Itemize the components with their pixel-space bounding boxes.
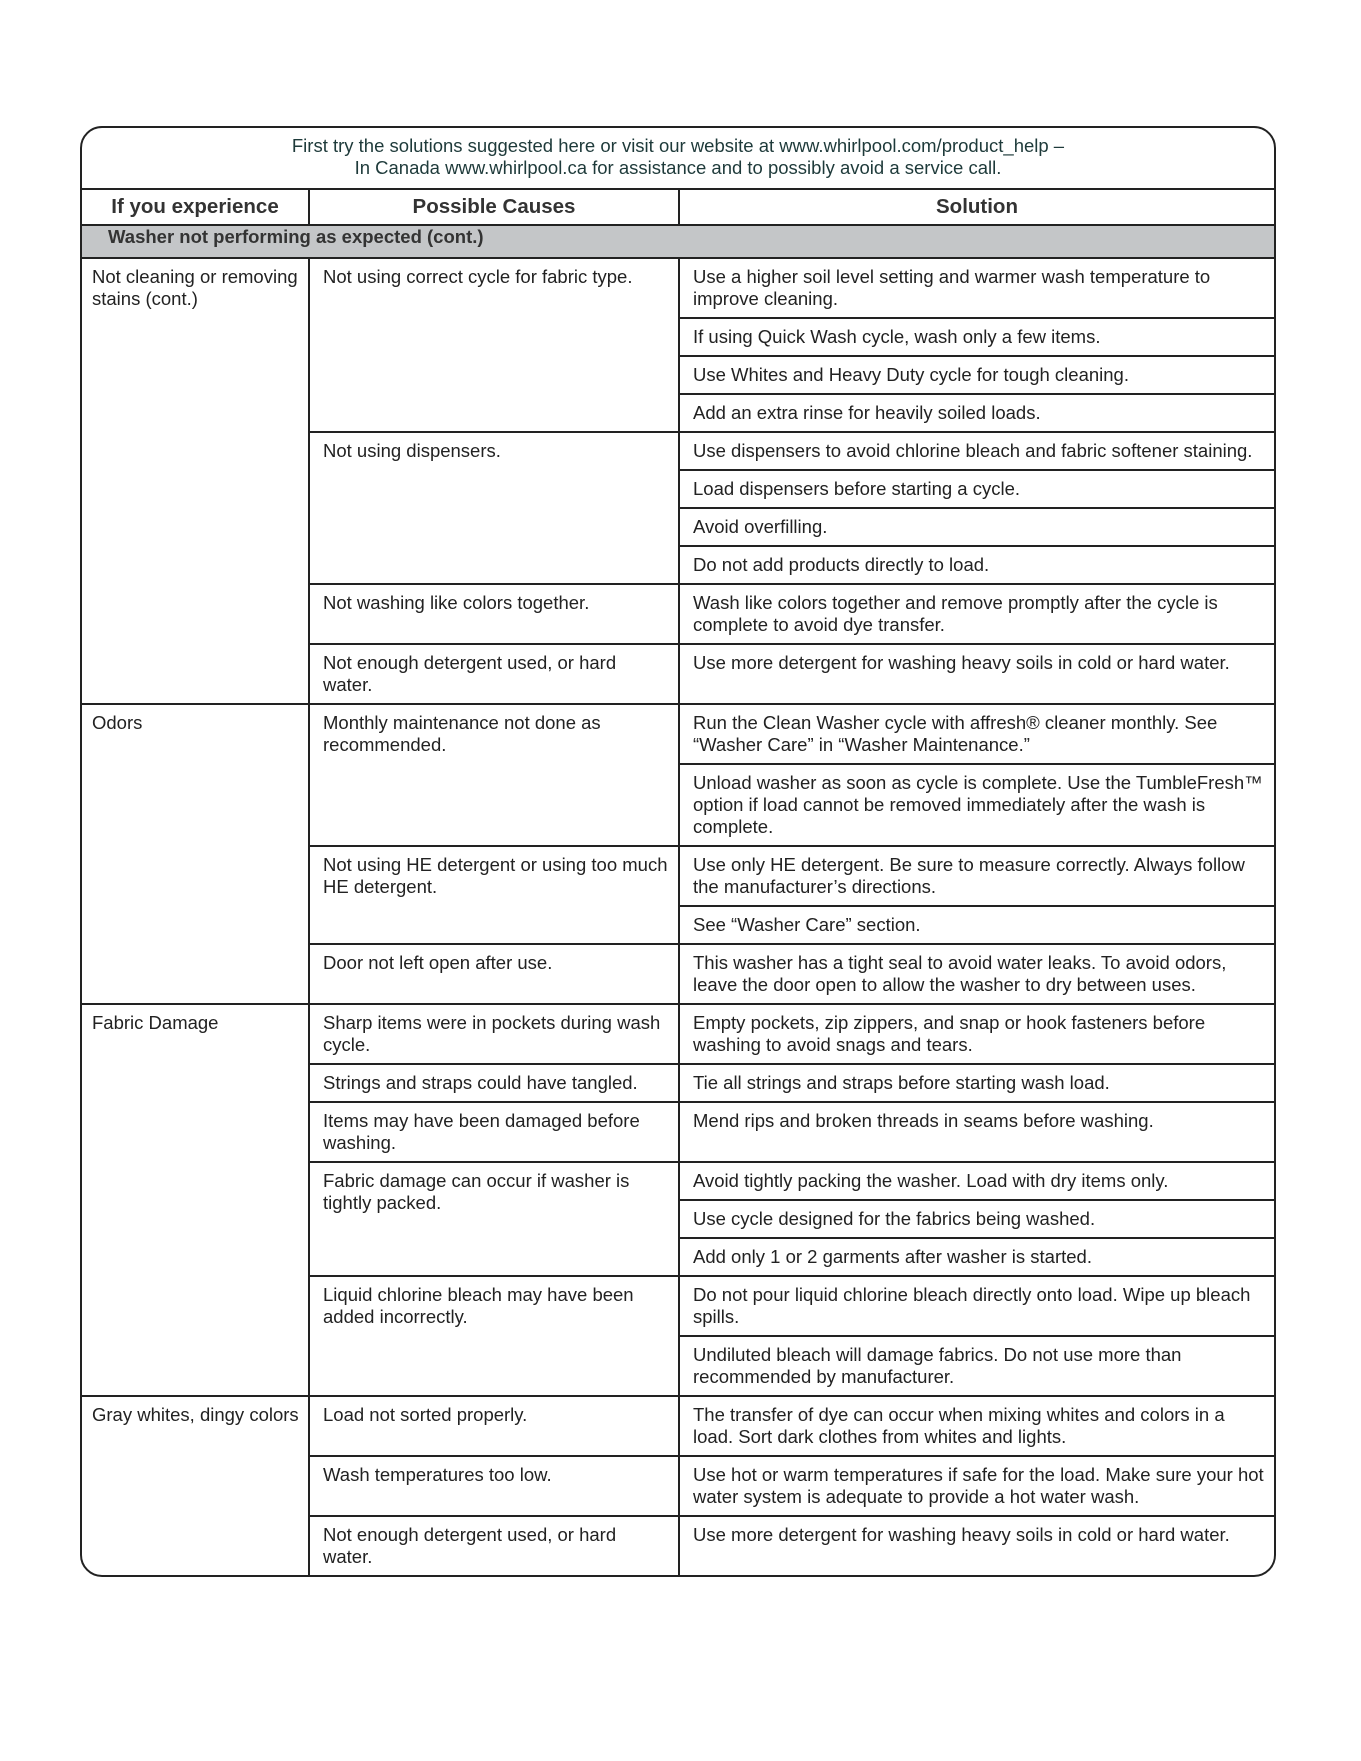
solution-cell: Add only 1 or 2 garments after washer is started. [679, 1238, 1274, 1276]
solution-cell: Use a higher soil level setting and warmer wash temperature to improve cleaning. [679, 258, 1274, 318]
solution-cell: Use dispensers to avoid chlorine bleach and fabric softener staining. [679, 432, 1274, 470]
solution-cell: Avoid tightly packing the washer. Load with dry items only. [679, 1162, 1274, 1200]
header-row [82, 190, 1274, 225]
solution-cell: See “Washer Care” section. [679, 906, 1274, 944]
cause-cell: Not enough detergent used, or hard water. [309, 1516, 679, 1575]
intro-notice [82, 128, 1274, 190]
cause-cell: Not using HE detergent or using too much HE detergent. [309, 846, 679, 944]
solution-cell: If using Quick Wash cycle, wash only a few items. [679, 318, 1274, 356]
cause-cell: Not washing like colors together. [309, 584, 679, 644]
cause-cell: Not using correct cycle for fabric type. [309, 258, 679, 432]
section-title: Washer not performing as expected (cont.) [82, 225, 1274, 258]
solution-cell: Use more detergent for washing heavy soils in cold or hard water. [679, 644, 1274, 704]
header-experience: If you experience [82, 190, 309, 225]
experience-cell: Odors [82, 704, 309, 1004]
table-row [82, 258, 1274, 318]
solution-cell: Use more detergent for washing heavy soils in cold or hard water. [693, 1524, 1230, 1545]
cause-cell: Fabric damage can occur if washer is tightly packed. [309, 1162, 679, 1276]
solution-cell: Wash like colors together and remove promptly after the cycle is complete to avoid dye transfer. [679, 584, 1274, 644]
solution-cell: Use hot or warm temperatures if safe for the load. Make sure your hot water system is adequate to provide a hot water wash. [679, 1456, 1274, 1516]
section-row [82, 225, 1274, 258]
cause-cell: Monthly maintenance not done as recommended. [309, 704, 679, 846]
solution-cell: This washer has a tight seal to avoid water leaks. To avoid odors, leave the door open to allow the washer to dry between uses. [679, 944, 1274, 1004]
solution-cell: Use only HE detergent. Be sure to measure correctly. Always follow the manufacturer’s directions. [679, 846, 1274, 906]
solution-cell: Tie all strings and straps before starting wash load. [679, 1064, 1274, 1102]
experience-cell: Not cleaning or removing stains (cont.) [82, 258, 309, 704]
cause-cell: Items may have been damaged before washing. [309, 1102, 679, 1162]
solution-cell: Avoid overfilling. [679, 508, 1274, 546]
header-causes: Possible Causes [309, 190, 679, 225]
solution-cell: Empty pockets, zip zippers, and snap or hook fasteners before washing to avoid snags and tears. [679, 1004, 1274, 1064]
table-row [82, 1396, 1274, 1456]
table-row [82, 1004, 1274, 1064]
solution-cell: The transfer of dye can occur when mixing whites and colors in a load. Sort dark clothes from whites and lights. [679, 1396, 1274, 1456]
cause-cell: Door not left open after use. [309, 944, 679, 1004]
solution-cell: Do not pour liquid chlorine bleach directly onto load. Wipe up bleach spills. [679, 1276, 1274, 1336]
cause-cell: Not enough detergent used, or hard water. [309, 644, 679, 704]
solution-cell: Unload washer as soon as cycle is complete. Use the TumbleFresh™ option if load cannot be removed immediately after the wash is complete. [679, 764, 1274, 846]
solution-cell: Use Whites and Heavy Duty cycle for tough cleaning. [679, 356, 1274, 394]
intro-line-2: In Canada www.whirlpool.ca for assistance and to possibly avoid a service call. [354, 157, 1002, 178]
solution-cell: Add an extra rinse for heavily soiled loads. [679, 394, 1274, 432]
troubleshooting-frame [80, 126, 1276, 1577]
cause-cell: Wash temperatures too low. [309, 1456, 679, 1516]
header-solution: Solution [679, 190, 1274, 225]
cause-cell: Not using dispensers. [309, 432, 679, 584]
intro-line-1: First try the solutions suggested here or visit our website at www.whirlpool.com/product_help – [291, 135, 1065, 156]
solution-cell: Load dispensers before starting a cycle. [679, 470, 1274, 508]
experience-cell: Gray whites, dingy colors [82, 1396, 309, 1575]
solution-cell: Do not add products directly to load. [679, 546, 1274, 584]
solution-cell: Mend rips and broken threads in seams before washing. [679, 1102, 1274, 1162]
table-row [82, 704, 1274, 764]
solution-cell: Undiluted bleach will damage fabrics. Do not use more than recommended by manufacturer. [679, 1336, 1274, 1396]
troubleshooting-table [82, 190, 1274, 1575]
table-body [82, 225, 1274, 1575]
cause-cell: Load not sorted properly. [309, 1396, 679, 1456]
solution-cell: Use cycle designed for the fabrics being washed. [679, 1200, 1274, 1238]
cause-cell: Strings and straps could have tangled. [309, 1064, 679, 1102]
solution-cell: Run the Clean Washer cycle with affresh® cleaner monthly. See “Washer Care” in “Washer Maintenance.” [679, 704, 1274, 764]
experience-cell: Fabric Damage [82, 1004, 309, 1396]
cause-cell: Sharp items were in pockets during wash cycle. [309, 1004, 679, 1064]
cause-cell: Liquid chlorine bleach may have been added incorrectly. [309, 1276, 679, 1396]
